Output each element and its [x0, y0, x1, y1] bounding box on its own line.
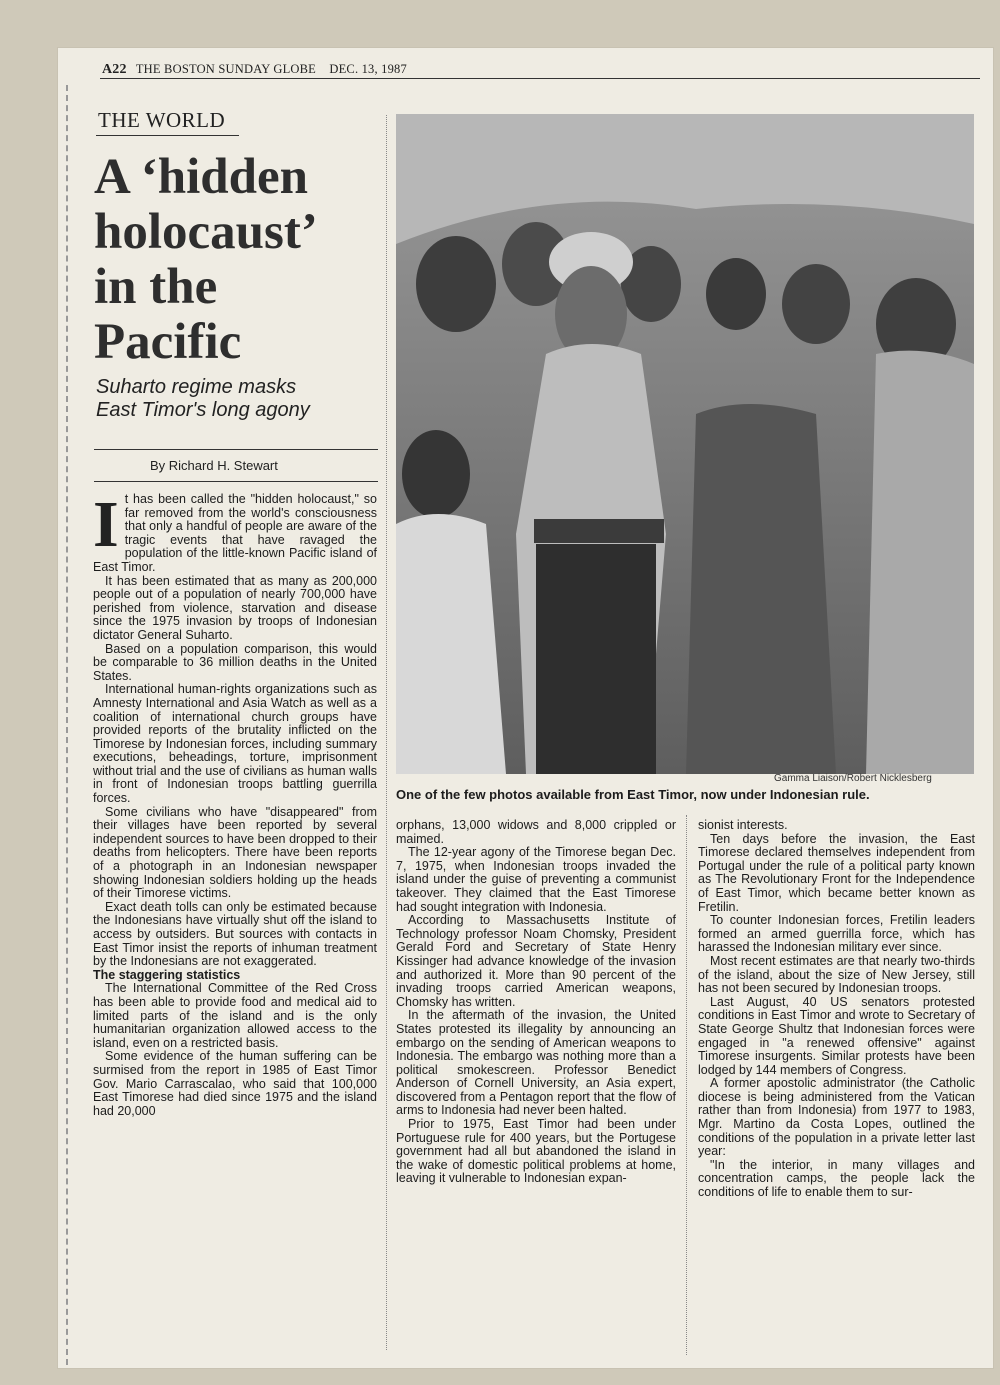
paragraph: Prior to 1975, East Timor had been under Portuguese rule for 400 years, but the Portugese government had all but abandoned the island in the wake of domestic political problems at home, leaving it vulnerable to Indonesian expan-	[396, 1117, 676, 1186]
headline-line: holocaust’	[94, 204, 318, 260]
paragraph: Most recent estimates are that nearly two-thirds of the island, about the size of New Jersey, still has not been secured by Indonesian troops.	[698, 953, 975, 996]
paragraph: Ten days before the invasion, the East Timorese declared themselves independent from Portugal under the rule of a political party known as The Revolutionary Front for the Independence of East Timor, which became better known as Fretilin.	[698, 831, 975, 914]
section-underline	[96, 135, 239, 136]
paragraph: To counter Indonesian forces, Fretilin leaders formed an armed guerrilla force, which has harassed the Indonesian military ever since.	[698, 913, 975, 955]
byline-rule-top	[94, 449, 378, 450]
deck-line: East Timor's long agony	[96, 399, 310, 421]
paragraph: orphans, 13,000 widows and 8,000 crippled or maimed.	[396, 818, 676, 846]
paragraph: "In the interior, in many villages and concentration camps, the people lack the conditions of life to enable them to sur-	[698, 1157, 975, 1200]
issue-date: DEC. 13, 1987	[329, 62, 407, 76]
byline-rule-bottom	[94, 481, 378, 482]
headline-line: in the	[94, 259, 218, 315]
headline	[94, 150, 394, 370]
news-photo	[396, 114, 974, 774]
crowd-photo-image	[396, 114, 974, 774]
article-column-2	[396, 819, 676, 1186]
byline: By Richard H. Stewart	[150, 458, 278, 473]
paragraph: A former apostolic administrator (the Catholic diocese is being administered from the Vatican rather than from Indonesia) from 1977 to 1983, Mgr. Martino da Costa Lopes, outlined the conditions of the population in a private letter last year:	[698, 1076, 975, 1159]
paragraph: Last August, 40 US senators protested conditions in East Timor and wrote to Secretary of State George Shultz that Indonesian forces were engaged in "a renewed offensive" against Timorese insurgents. Similar protests have been lodged by 144 members of Congress.	[698, 994, 975, 1077]
subhead: The staggering statistics	[93, 967, 241, 982]
newspaper-name: THE BOSTON SUNDAY GLOBE	[135, 62, 317, 76]
paragraph: Based on a population comparison, this would be comparable to 36 million deaths in the United States.	[93, 641, 377, 683]
deck-line: Suharto regime masks	[96, 376, 297, 398]
section-label: THE WORLD	[98, 108, 226, 132]
paragraph: The International Committee of the Red Cross has been able to provide food and medical aid to limited parts of the island and is the only humanitarian organization allowed access to the island, even on a restricted basis.	[93, 981, 377, 1050]
paragraph: Some civilians who have "disappeared" from their villages have been reported by several independent sources to have been dropped to their deaths from helicopters. There have been reports of a photograph in an Indonesian newspaper showing Indonesian soldiers holding up the heads of their Timorese victims.	[93, 804, 377, 901]
folio-rule	[100, 78, 980, 79]
headline-line: A ‘hidden	[94, 149, 309, 205]
article-column-1	[93, 488, 377, 1118]
subheadline	[96, 376, 396, 422]
paragraph: According to Massachusetts Institute of Technology professor Noam Chomsky, President Gerald Ford and Secretary of State Henry Kissinger had advance knowledge of the invasion and authorized it. More than 90 percent of the invading troops carried American weapons, Chomsky has written.	[396, 913, 676, 1009]
paragraph: The 12-year agony of the Timorese began Dec. 7, 1975, when Indonesian troops invaded the island under the guise of preventing a communist takeover. They claimed that the East Timorese had sought integration with Indonesia.	[396, 845, 676, 914]
paragraph: It has been estimated that as many as 200,000 people out of a population of nearly 700,000 have perished from violence, starvation and disease since the 1975 invasion by troops of Indonesian dictator General Suharto.	[93, 573, 377, 642]
column-rule	[386, 115, 387, 1350]
paragraph: Exact death tolls can only be estimated because the Indonesians have virtually shut off the island to access by outsiders. But sources with contacts in East Timor insist the reports of inhuman treatment by the Indonesians are not exaggerated.	[93, 899, 377, 969]
fold-line	[66, 85, 68, 1365]
paragraph: International human-rights organizations such as Amnesty International and Asia Watch as well as a coalition of international church groups have provided reports of the brutality inflicted on the Timorese by Indonesian forces, including summary executions, beheadings, torture, imprisonment without trial and the use of civilians as human walls in front of Indonesian troops battling guerrilla forces.	[93, 682, 377, 806]
paragraph: sionist interests.	[698, 818, 788, 832]
paragraph: In the aftermath of the invasion, the United States protested its illegality by announcing an embargo on the sending of American weapons to Indonesia. The embargo was nothing more than a political smokescreen. Professor Benedict Anderson of Cornell University, an Asia expert, discovered from a Pentagon report that the flow of arms to Indonesia had never been halted.	[396, 1008, 676, 1118]
article-column-3	[698, 819, 975, 1200]
photo-credit: Gamma Liaison/Robert Nicklesberg	[774, 773, 932, 784]
photo-caption: One of the few photos available from East Timor, now under Indonesian rule.	[396, 787, 870, 802]
column-rule	[686, 815, 687, 1355]
headline-line: Pacific	[94, 314, 242, 370]
paragraph: Some evidence of the human suffering can be surmised from the report in 1985 of East Timor Gov. Mario Carrascalao, who said that 100,000 East Timorese had died since 1975 and the island had 20,000	[93, 1049, 377, 1118]
paragraph: t has been called the "hidden holocaust," so far removed from the world's consciousness that only a handful of people are aware of the tragic events that have ravaged the population of the little-known Pacific island of East Timor.	[93, 492, 377, 574]
page-folio	[102, 62, 407, 78]
page-number: A22	[102, 62, 127, 77]
drop-cap: I	[93, 488, 119, 561]
